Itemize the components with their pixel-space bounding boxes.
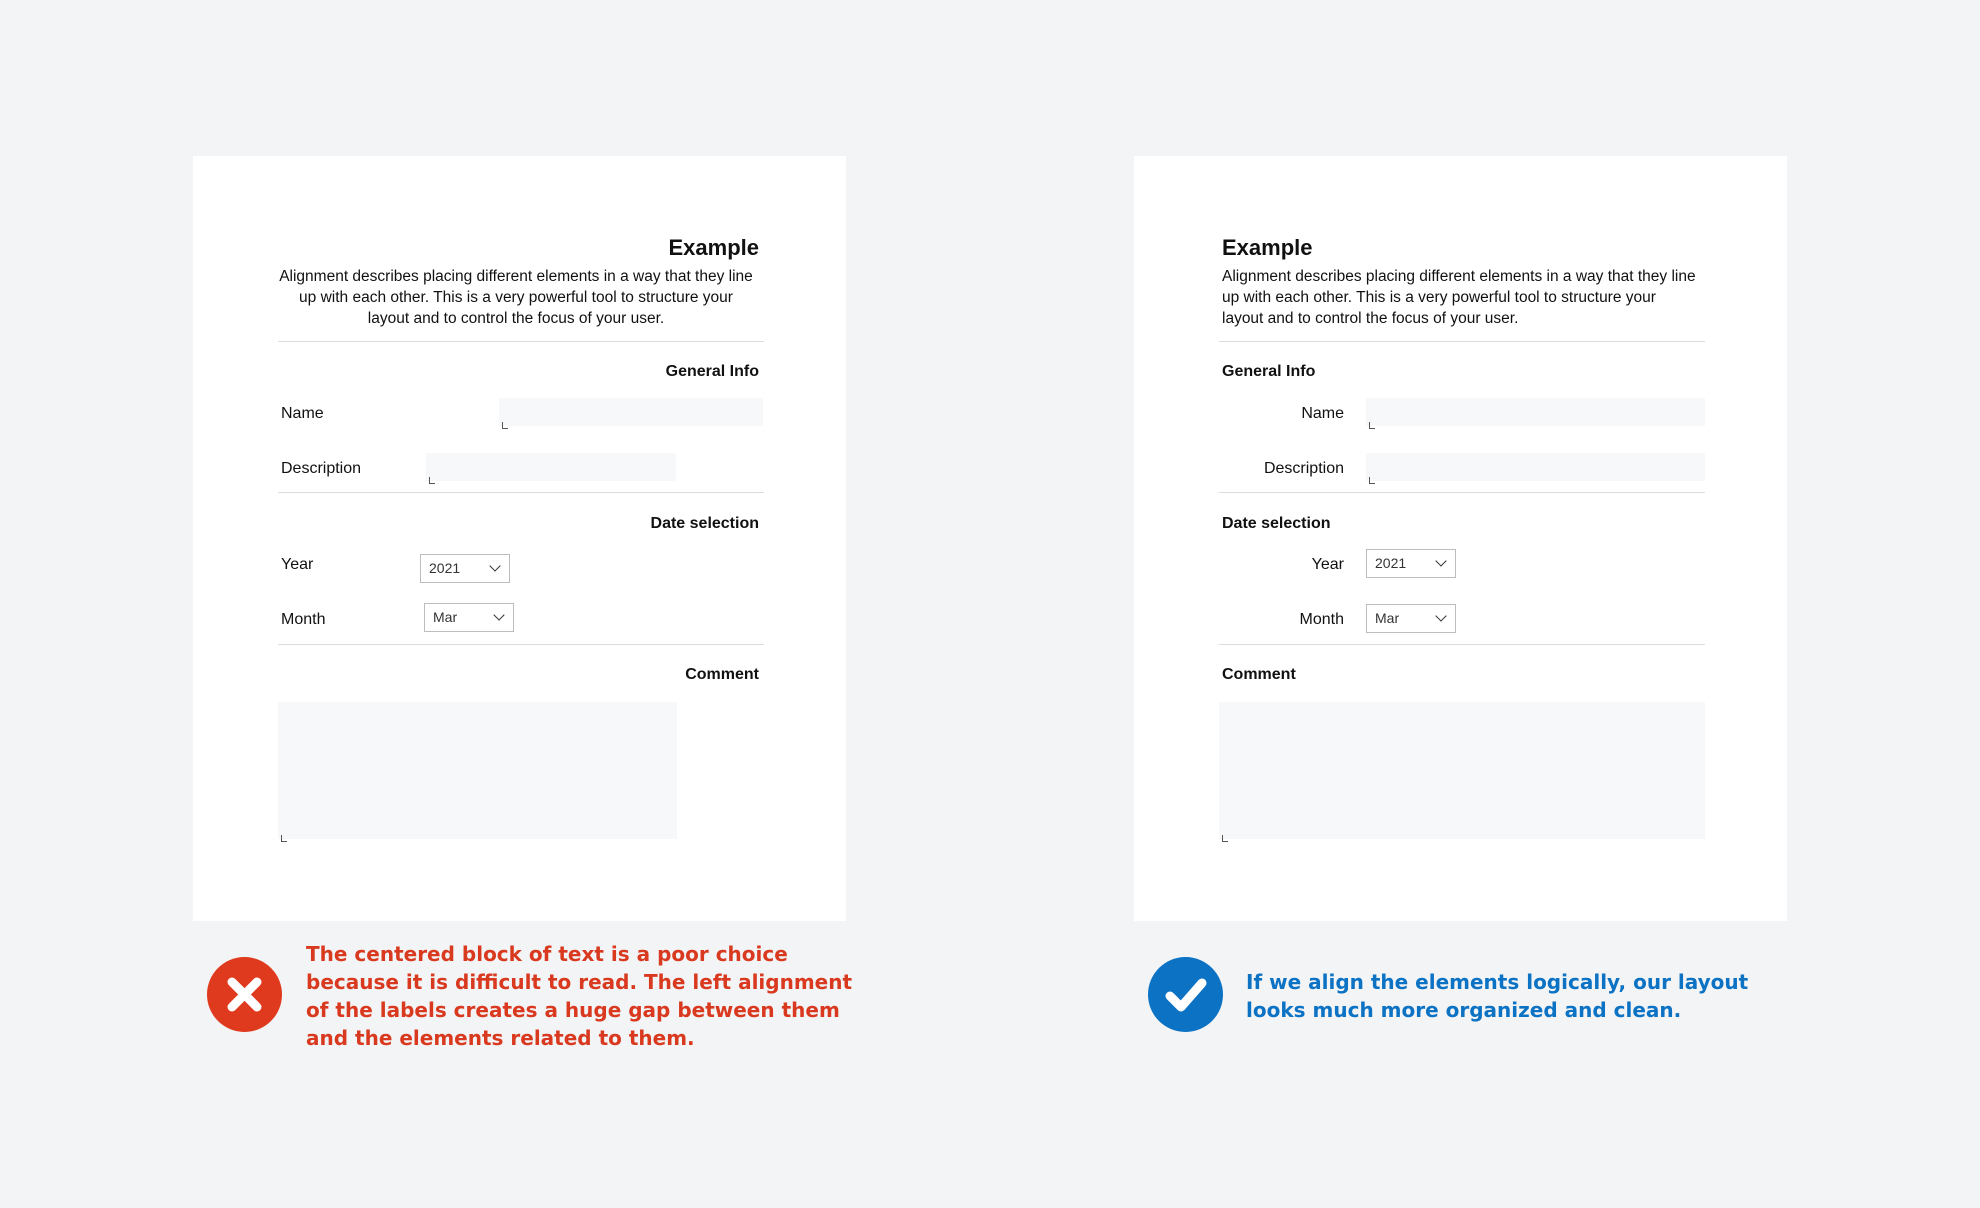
month-select[interactable] — [1366, 604, 1456, 633]
description-label: Description — [1263, 460, 1344, 477]
bad-note-line: because it is difficult to read. The left alignment — [306, 970, 853, 994]
comment-textarea[interactable] — [1219, 702, 1705, 839]
section-comment: Comment — [685, 666, 759, 683]
year-label: Year — [1311, 556, 1344, 573]
year-select-value: 2021 — [429, 560, 461, 576]
form-description: Alignment describes placing different elements in a way that they line up with each other. This is a very powerful tool to structure your layout and to control the focus of your user. — [1222, 268, 1696, 327]
comment-textarea[interactable] — [278, 702, 677, 839]
description-input[interactable] — [1366, 453, 1705, 481]
chevron-down-icon — [493, 609, 504, 620]
section-date-selection: Date selection — [650, 515, 759, 532]
form-title: Example — [1222, 235, 1313, 260]
chevron-down-icon — [1435, 555, 1446, 566]
divider — [278, 492, 764, 493]
form-title: Example — [668, 235, 759, 260]
section-general-info: General Info — [1222, 363, 1316, 380]
year-label: Year — [281, 556, 314, 573]
chevron-down-icon — [489, 560, 500, 571]
name-input[interactable] — [1366, 398, 1705, 426]
section-date-selection: Date selection — [1222, 515, 1331, 532]
divider — [1219, 341, 1705, 342]
month-select-value: Mar — [1375, 610, 1400, 626]
resize-handle-icon — [1222, 835, 1228, 842]
good-note-text — [1246, 968, 1748, 1024]
bad-note-line: of the labels creates a huge gap between them — [306, 998, 840, 1022]
resize-handle-icon — [502, 422, 508, 429]
year-select-value: 2021 — [1375, 555, 1407, 571]
bad-note-text — [306, 940, 852, 1052]
good-example-panel — [1134, 156, 1787, 921]
description-label: Description — [281, 460, 362, 477]
divider — [278, 341, 764, 342]
resize-handle-icon — [281, 835, 287, 842]
name-input[interactable] — [499, 398, 763, 426]
form-description: Alignment describes placing different elements in a way that they line up with each other. This is a very powerful tool to structure your layout and to control the focus of your user. — [279, 268, 753, 327]
year-select[interactable] — [1366, 549, 1456, 578]
month-label: Month — [281, 611, 326, 628]
resize-handle-icon — [1369, 422, 1375, 429]
divider — [1219, 492, 1705, 493]
section-comment: Comment — [1222, 666, 1296, 683]
name-label: Name — [281, 405, 324, 422]
good-note-line: looks much more organized and clean. — [1246, 998, 1682, 1022]
month-select-value: Mar — [433, 609, 458, 625]
good-note-line: If we align the elements logically, our layout — [1246, 970, 1749, 994]
check-icon — [1148, 957, 1223, 1032]
close-icon — [207, 957, 282, 1032]
bad-note-line: The centered block of text is a poor choice — [306, 942, 788, 966]
month-label: Month — [1299, 611, 1344, 628]
description-input[interactable] — [426, 453, 676, 481]
bad-example-panel — [193, 156, 846, 921]
year-select[interactable] — [420, 554, 510, 583]
month-select[interactable] — [424, 603, 514, 632]
resize-handle-icon — [1369, 477, 1375, 484]
name-label: Name — [1301, 405, 1344, 422]
resize-handle-icon — [429, 477, 435, 484]
divider — [278, 644, 764, 645]
divider — [1219, 644, 1705, 645]
bad-note-line: and the elements related to them. — [306, 1026, 695, 1050]
section-general-info: General Info — [665, 363, 759, 380]
chevron-down-icon — [1435, 610, 1446, 621]
